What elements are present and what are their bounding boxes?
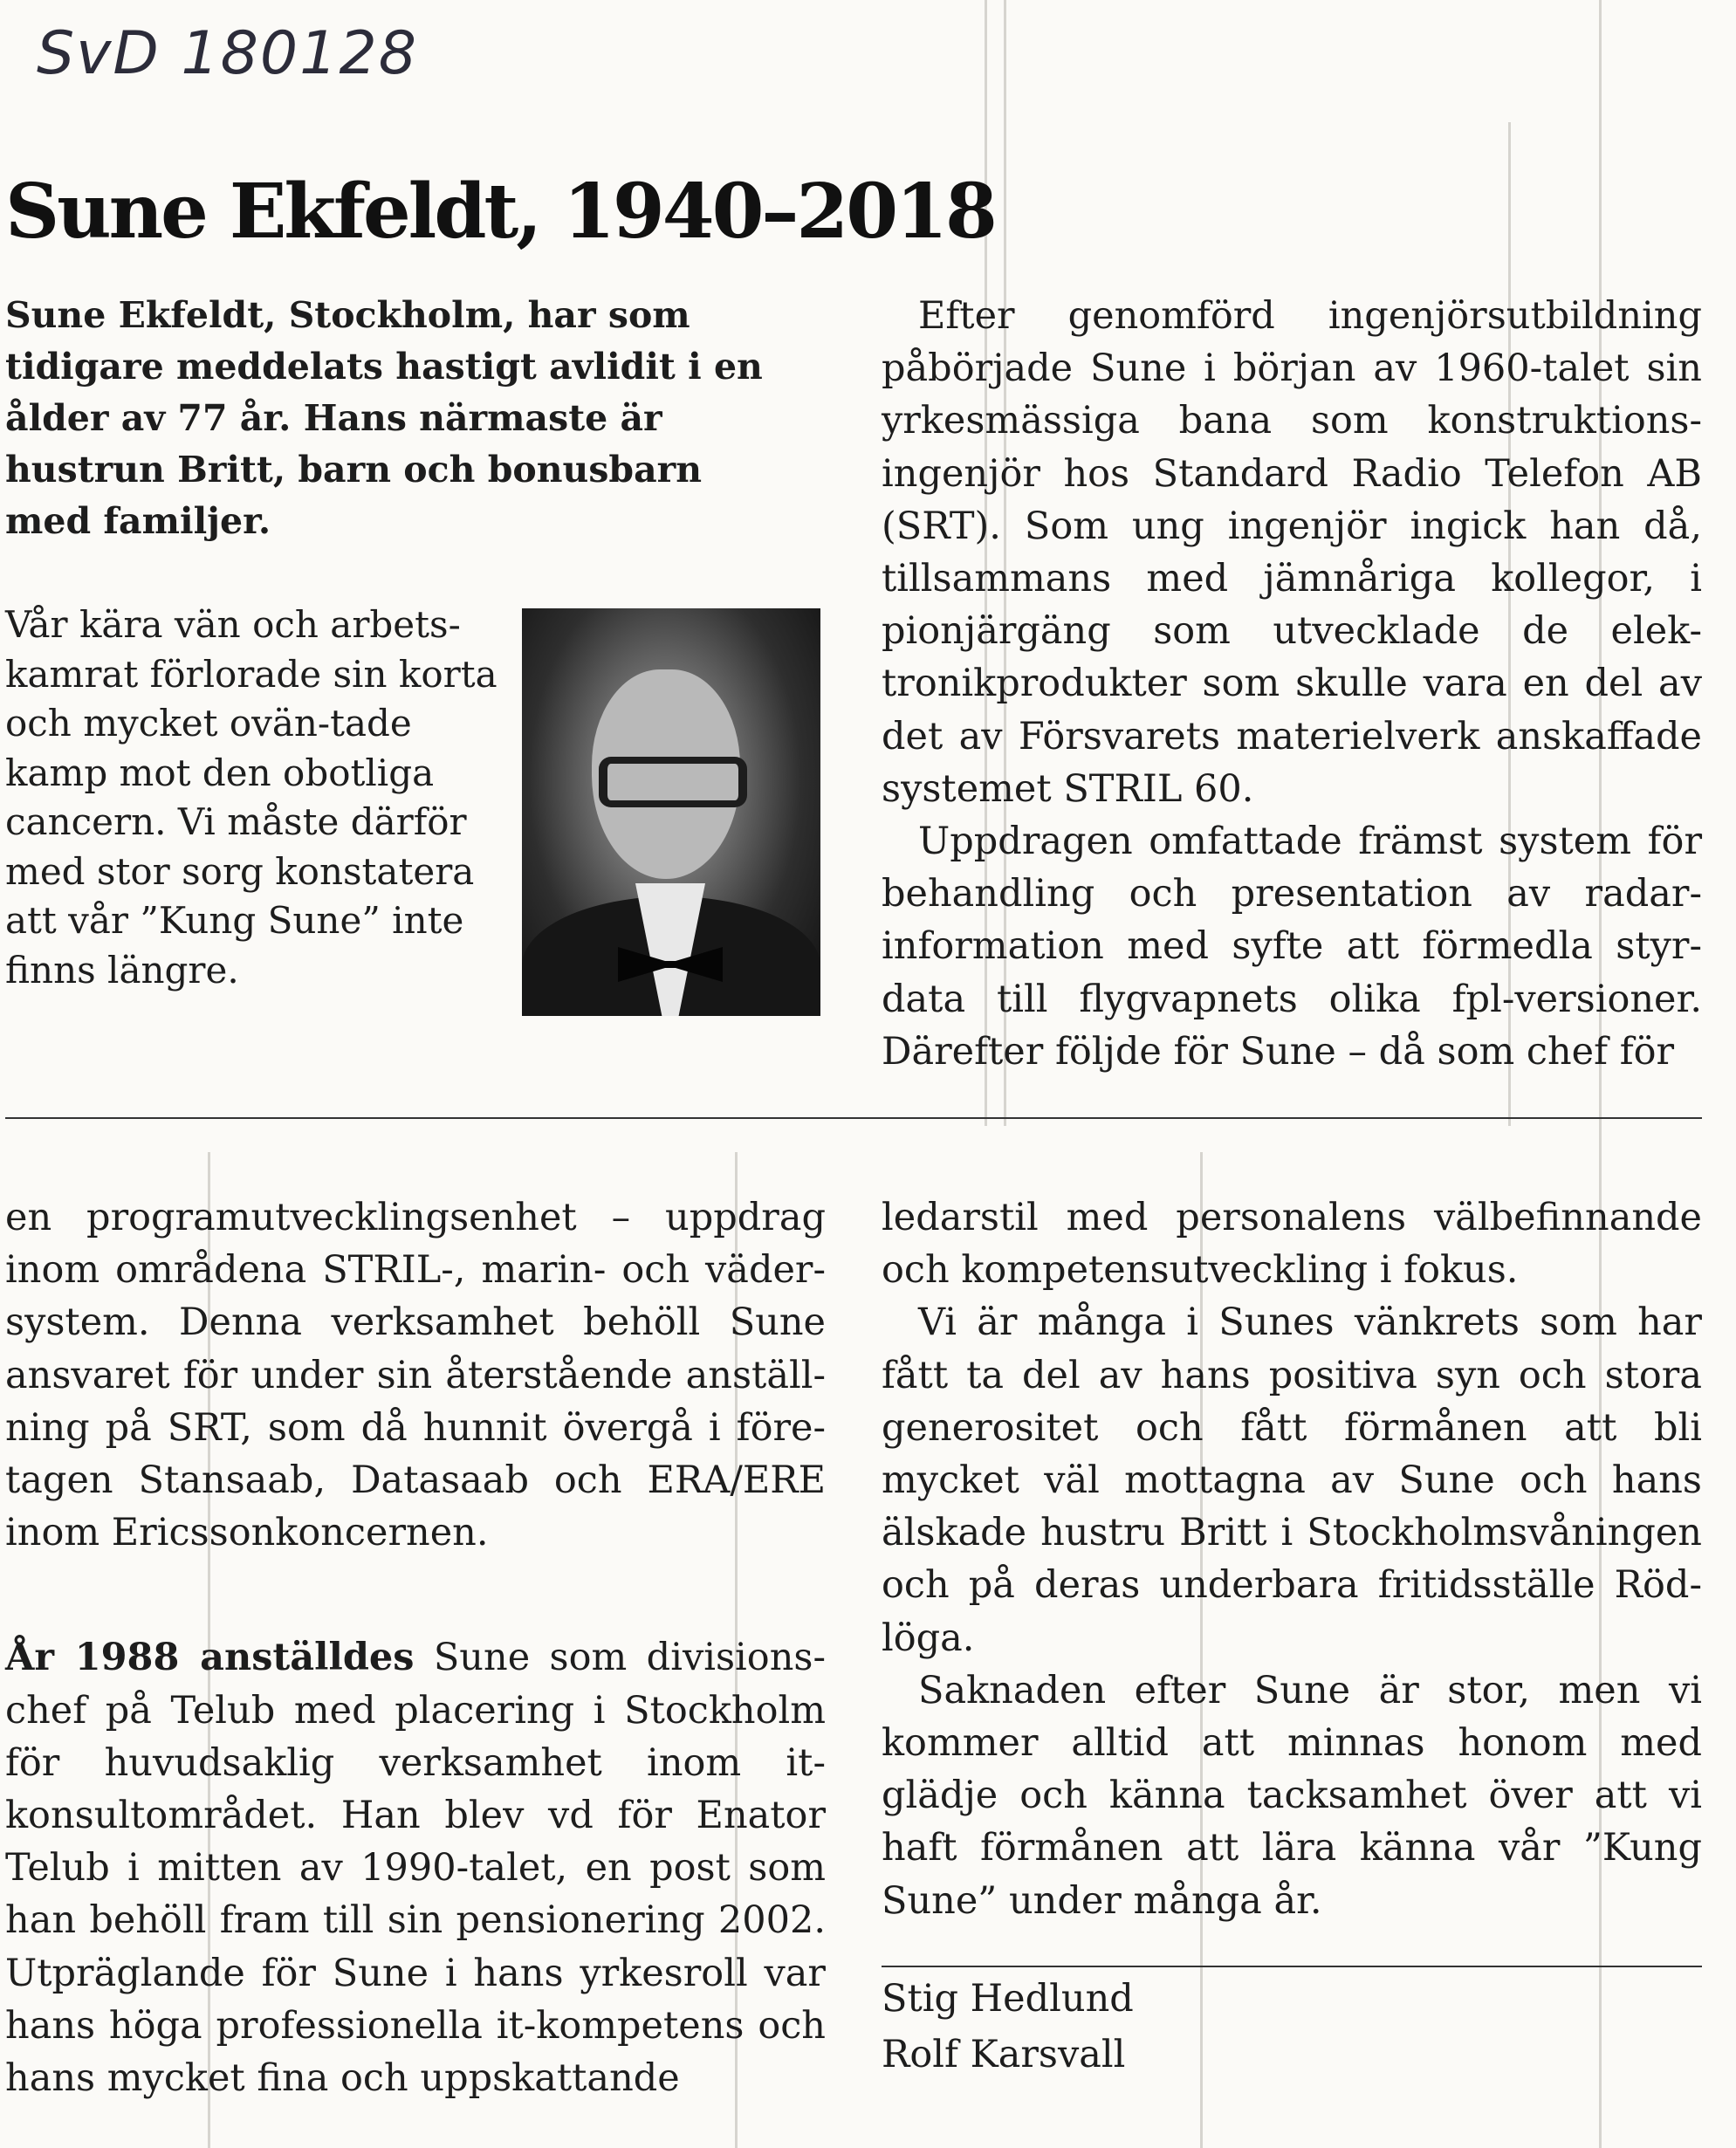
body-paragraph: Vi är många i Sunes vänkrets som har fått ta del av hans positiva syn och stora generositet och fått förmånen att bli mycket väl mottagna av Sune och hans älskade hustru Britt i Stockholmsvåningen och på deras underbara fritidsställe Röd-löga. bbox=[882, 1300, 1702, 1660]
column-right-top bbox=[882, 290, 1702, 1078]
lead-paragraph: Sune Ekfeldt, Stockholm, har som tidigare meddelats hastigt avlidit i en ålder av 77 år. Hans närmaste är hustrun Britt, barn och bonusbarn med familjer. bbox=[5, 294, 763, 542]
tribute-paragraph: Vår kära vän och arbets-kamrat förlorade sin korta och mycket ovän-tade kamp mot den obotliga cancern. Vi måste därför med stor sorg konstatera att vår ”Kung Sune” inte finns längre. bbox=[5, 603, 497, 992]
headline: Sune Ekfeldt, 1940–2018 bbox=[5, 168, 995, 256]
bold-run-in: År 1988 anställdes bbox=[5, 1636, 415, 1680]
body-paragraph: År 1988 anställdes Sune som divisions-chef på Telub med placering i Stockholm för huvudsaklig verksamhet inom it-konsultområdet. Han blev vd för Enator Telub i mitten av 1990-talet, en post som han behöll fram till sin pensionering 2002. Utpräglande för Sune i hans yrkesroll var hans höga professionella it-kompetens och hans mycket fina och uppskattande bbox=[5, 1636, 826, 2101]
clipping-code: SvD 180128 bbox=[37, 19, 418, 88]
body-paragraph: Uppdragen omfattade främst system för behandling och presentation av radar-information med syfte att förmedla styr-data till flygvapnets olika fpl-versioner. Därefter följde för Sune – då som chef för bbox=[882, 820, 1702, 1074]
body-paragraph: en programutvecklingsenhet – uppdrag inom områdena STRIL-, marin- och väder-system. Denna verksamhet behöll Sune ansvaret för under sin återstående anställ-ning på SRT, som då hunnit övergå i före-tagen Stansaab, Datasaab och ERA/ERE inom Ericssonkoncernen. bbox=[5, 1196, 826, 1555]
signature-name: Rolf Karsvall bbox=[882, 2033, 1126, 2076]
column-right-bottom bbox=[882, 1191, 1702, 1927]
portrait-photo bbox=[522, 608, 820, 1016]
body-paragraph: Efter genomförd ingenjörsutbildning påbörjade Sune i början av 1960-talet sin yrkesmässiga bana som konstruktions-ingenjör hos Standard Radio Telefon AB (SRT). Som ung ingenjör ingick han då, tillsammans med jämnåriga kollegor, i pionjärgäng som utvecklade de elek-tronikprodukter som skulle vara en del av det av Försvarets materielverk anskaffade systemet STRIL 60. bbox=[882, 294, 1702, 811]
body-paragraph: Saknaden efter Sune är stor, men vi kommer alltid att minnas honom med glädje och känna tacksamhet över att vi haft förmånen att lära känna vår ”Kung Sune” under många år. bbox=[882, 1668, 1702, 1923]
signature-name: Stig Hedlund bbox=[882, 1977, 1134, 2021]
signature-divider bbox=[882, 1966, 1702, 1967]
signatures bbox=[882, 1971, 1134, 2083]
body-paragraph: ledarstil med personalens välbefinnande och kompetensutveckling i fokus. bbox=[882, 1196, 1702, 1293]
section-divider bbox=[5, 1117, 1702, 1119]
column-left-bottom bbox=[5, 1191, 826, 2104]
